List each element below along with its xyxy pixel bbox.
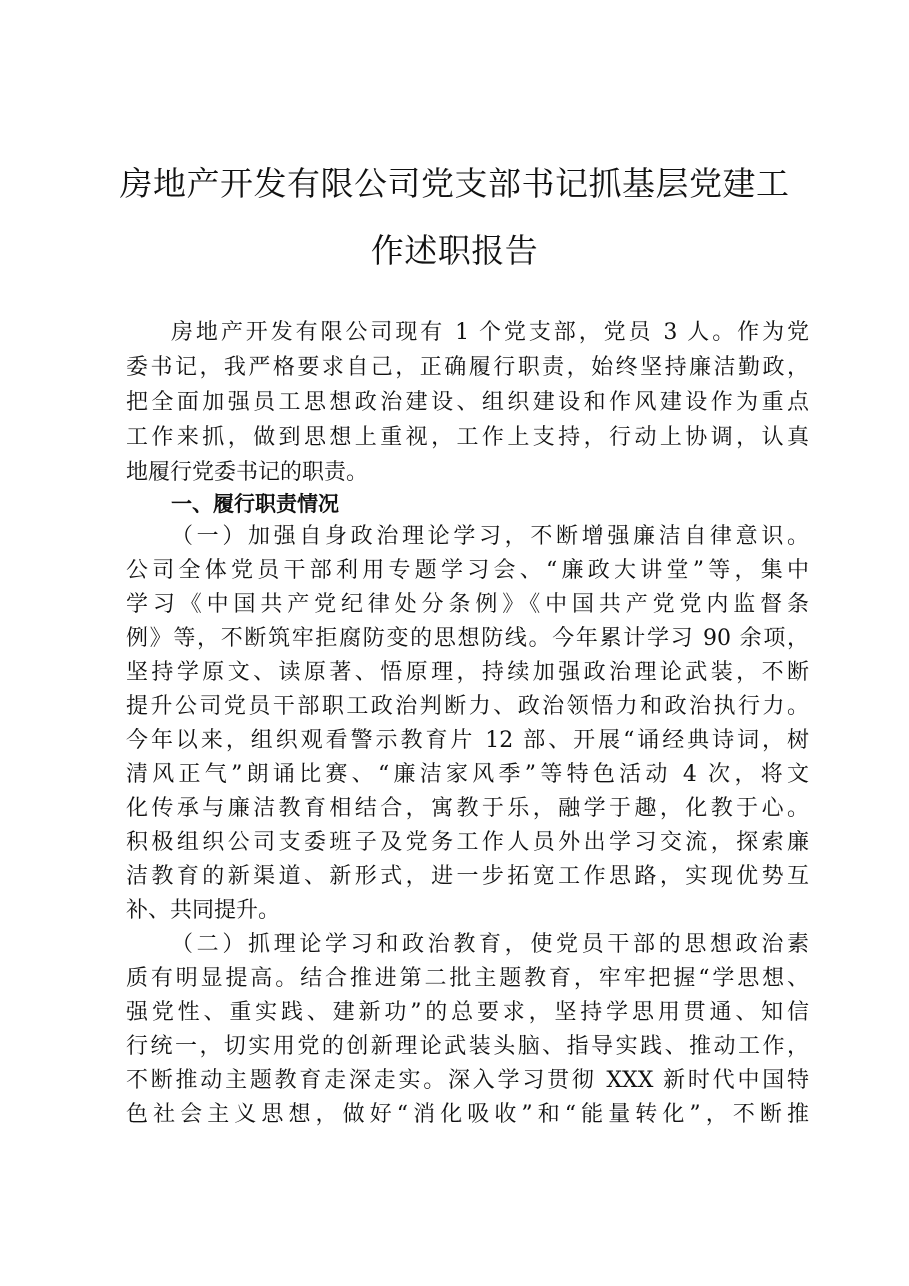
body-line: 清风正气”朗诵比赛、“廉洁家风季”等特色活动 4 次，将文 (126, 762, 809, 787)
document-title-line-1: 房地产开发有限公司党支部书记抓基层党建工 (119, 164, 790, 203)
body-line: 强党性、重实践、建新功”的总要求，坚持学思用贯通、知信 (126, 1000, 809, 1025)
body-line: 公司全体党员干部利用专题学习会、“廉政大讲堂”等，集中 (126, 558, 809, 583)
body-line: 房地产开发有限公司现有 1 个党支部，党员 3 人。作为党 (171, 320, 809, 345)
body-line: 工作来抓，做到思想上重视，工作上支持，行动上协调，认真 (126, 425, 809, 450)
body-line: 提升公司党员干部职工政治判断力、政治领悟力和政治执行力。 (126, 694, 809, 719)
body-line: 化传承与廉洁教育相结合，寓教于乐，融学于趣，化教于心。 (126, 796, 809, 821)
body-line: 坚持学原文、读原著、悟原理，持续加强政治理论武装，不断 (126, 660, 809, 685)
body-line: 不断推动主题教育走深走实。深入学习贯彻 XXX 新时代中国特 (126, 1068, 809, 1093)
body-line: 行统一，切实用党的创新理论武装头脑、指导实践、推动工作， (126, 1034, 809, 1059)
body-line: 积极组织公司支委班子及党务工作人员外出学习交流，探索廉 (126, 830, 809, 855)
section-heading: 一、履行职责情况 (171, 492, 339, 516)
body-line: 质有明显提高。结合推进第二批主题教育，牢牢把握“学思想、 (126, 966, 809, 991)
body-line: 地履行党委书记的职责。 (126, 460, 369, 485)
subsection-heading: （一）加强自身政治理论学习，不断增强廉洁自律意识。 (171, 524, 809, 549)
document-title-line-2: 作述职报告 (370, 231, 539, 270)
body-line: 委书记，我严格要求自己，正确履行职责，始终坚持廉洁勤政， (126, 355, 809, 380)
body-line: 例》等，不断筑牢拒腐防变的思想防线。今年累计学习 90 余项， (126, 626, 809, 651)
body-line: 色社会主义思想，做好“消化吸收”和“能量转化”，不断推 (126, 1102, 809, 1127)
body-line: 今年以来，组织观看警示教育片 12 部、开展“诵经典诗词，树 (126, 728, 809, 753)
body-line: 把全面加强员工思想政治建设、组织建设和作风建设作为重点 (126, 390, 809, 415)
subsection-heading: （二）抓理论学习和政治教育，使党员干部的思想政治素 (171, 932, 809, 957)
body-line: 学习《中国共产党纪律处分条例》《中国共产党党内监督条 (126, 592, 809, 617)
body-line: 洁教育的新渠道、新形式，进一步拓宽工作思路，实现优势互 (126, 864, 809, 889)
body-line: 补、共同提升。 (126, 898, 281, 923)
